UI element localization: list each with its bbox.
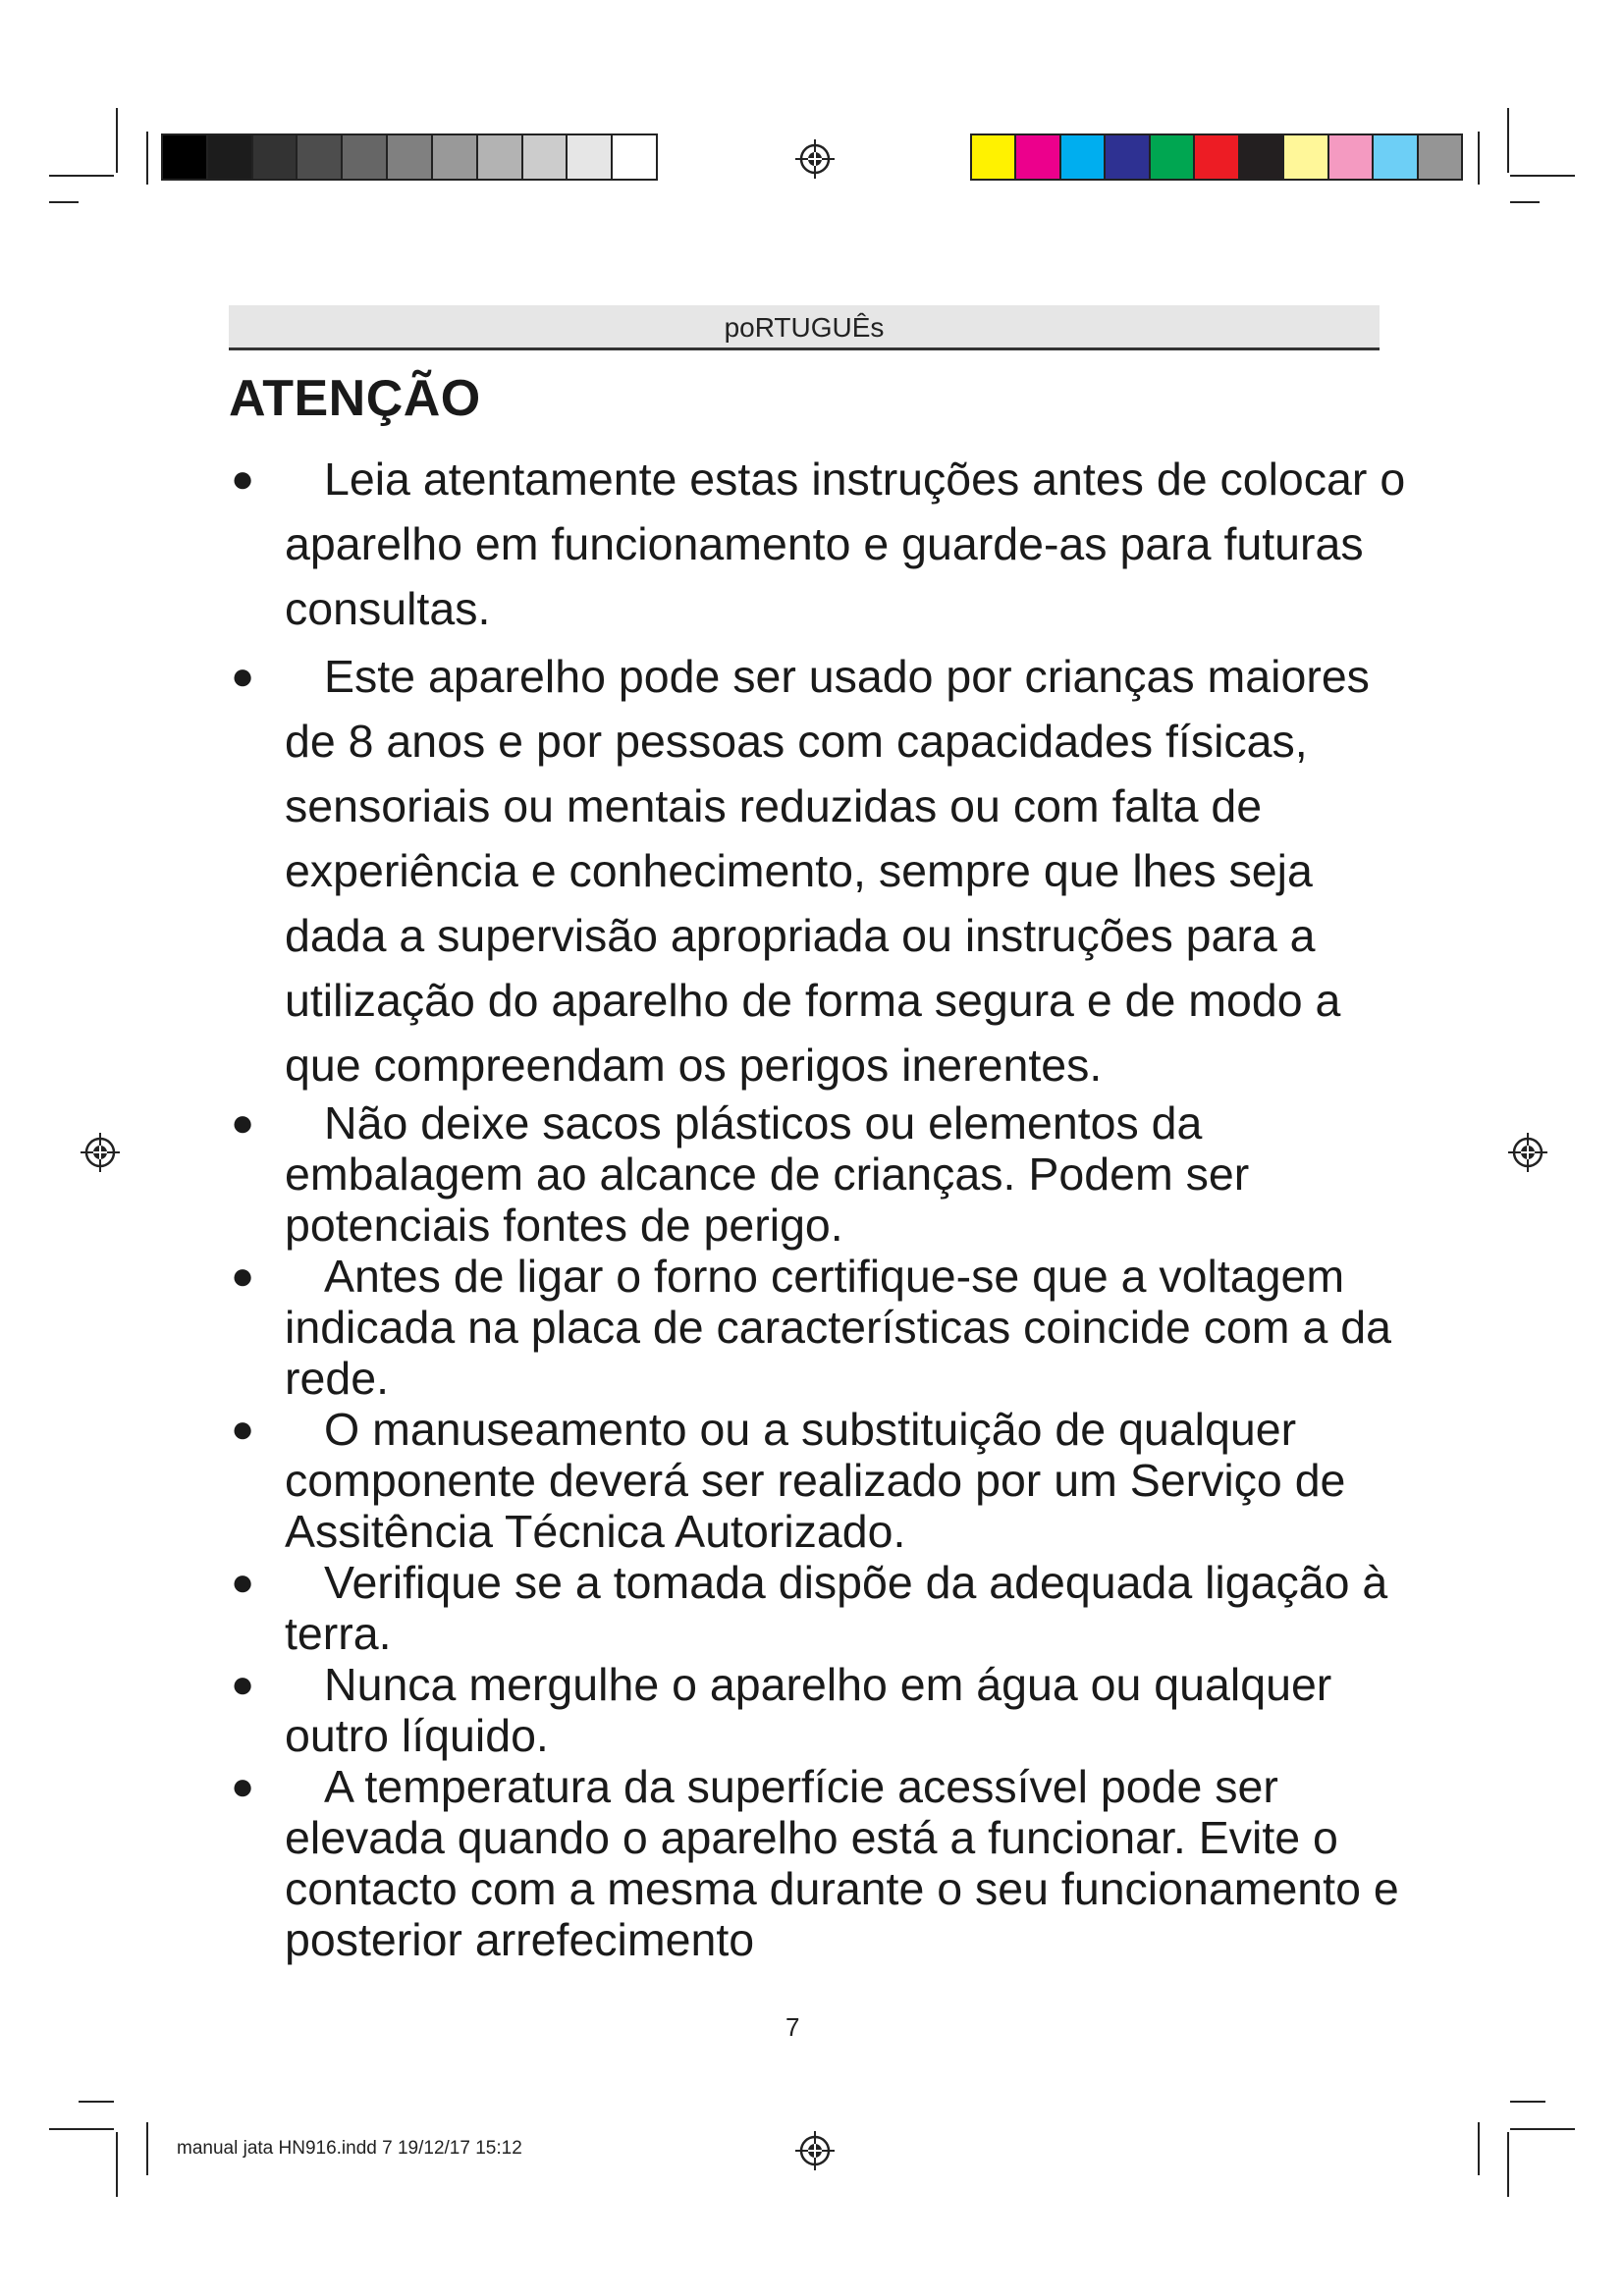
crop-mark (1510, 2101, 1545, 2103)
list-item-text: Este aparelho pode ser usado por crianças maiores de 8 anos e por pessoas com capacidades físicas, sensoriais ou mentais reduzidas ou com falta de experiência e conhecimento, sempre que lhes seja dada a supervisão apropriada ou instruções para a utilização do aparelho de forma segura e de modo a que compreendam os perigos inerentes. (285, 651, 1370, 1091)
bullet-icon: ● (231, 457, 255, 501)
crop-mark (146, 132, 148, 185)
color-swatch (1240, 135, 1284, 179)
list-item (229, 1761, 1427, 1965)
print-slug: manual jata HN916.indd 7 19/12/17 15:12 (177, 2138, 522, 2159)
color-swatch (1016, 135, 1060, 179)
list-item-text: Nunca mergulhe o aparelho em água ou qualquer outro líquido. (285, 1659, 1332, 1761)
color-swatch (1374, 135, 1418, 179)
list-item (229, 1557, 1427, 1659)
registration-mark-icon (1508, 1133, 1547, 1172)
color-swatch (1151, 135, 1195, 179)
crop-mark (1510, 175, 1575, 177)
registration-mark-icon (795, 2131, 835, 2170)
crop-mark (1510, 201, 1540, 203)
list-item-text: Verifique se a tomada dispõe da adequada ligação à terra. (285, 1557, 1388, 1659)
crop-mark (79, 2101, 114, 2103)
color-swatch (1106, 135, 1150, 179)
list-item-text: Não deixe sacos plásticos ou elementos da embalagem ao alcance de crianças. Podem ser potenciais fontes de perigo. (285, 1097, 1250, 1251)
crop-mark (1510, 2128, 1575, 2130)
registration-mark-icon (81, 1133, 120, 1172)
list-item (229, 1659, 1427, 1761)
bullet-icon: ● (231, 655, 255, 698)
color-swatch (568, 135, 613, 179)
color-swatch (343, 135, 388, 179)
list-item-text: A temperatura da superfície acessível pode ser elevada quando o aparelho está a funcionar. Evite o contacto com a mesma durante o seu funcionamento e posterior arrefecimento (285, 1761, 1399, 1965)
crop-mark (146, 2122, 148, 2175)
crop-mark (1478, 132, 1480, 185)
color-swatch (163, 135, 208, 179)
crop-mark (1507, 2132, 1509, 2197)
color-swatch (253, 135, 298, 179)
crop-mark (116, 2132, 118, 2197)
crop-mark (49, 2128, 114, 2130)
color-calibration-bar (970, 133, 1463, 181)
bullet-icon: ● (231, 1101, 255, 1145)
color-swatch (298, 135, 343, 179)
list-item-text: Leia atentamente estas instruções antes de colocar o aparelho em funcionamento e guarde-as para futuras consultas. (285, 454, 1406, 634)
color-swatch (972, 135, 1016, 179)
color-swatch (1419, 135, 1461, 179)
color-swatch (433, 135, 478, 179)
color-swatch (388, 135, 433, 179)
list-item-text: Antes de ligar o forno certifique-se que a voltagem indicada na placa de características coincide com a da rede. (285, 1251, 1391, 1404)
bullet-icon: ● (231, 1561, 255, 1604)
bullet-icon: ● (231, 1663, 255, 1706)
list-item (229, 1097, 1427, 1251)
crop-mark (1507, 108, 1509, 173)
grayscale-calibration-bar (161, 133, 658, 181)
crop-mark (1478, 2122, 1480, 2175)
crop-mark (49, 175, 114, 177)
color-swatch (478, 135, 523, 179)
crop-mark (116, 108, 118, 173)
color-swatch (1195, 135, 1239, 179)
warnings-list (229, 447, 1427, 1965)
color-swatch (523, 135, 568, 179)
crop-mark (49, 201, 79, 203)
color-swatch (613, 135, 656, 179)
list-item (229, 644, 1427, 1097)
registration-mark-icon (795, 139, 835, 179)
section-title: ATENÇÃO (229, 370, 481, 427)
page-number: 7 (785, 2012, 800, 2042)
language-header: poRTUGUÊs (229, 305, 1380, 350)
list-item (229, 1251, 1427, 1404)
color-swatch (1284, 135, 1328, 179)
list-item-text: O manuseamento ou a substituição de qualquer componente deverá ser realizado por um Serviço de Assitência Técnica Autorizado. (285, 1404, 1346, 1557)
bullet-icon: ● (231, 1765, 255, 1808)
bullet-icon: ● (231, 1408, 255, 1451)
color-swatch (1329, 135, 1374, 179)
list-item (229, 1404, 1427, 1557)
color-swatch (208, 135, 253, 179)
color-swatch (1061, 135, 1106, 179)
list-item (229, 447, 1427, 641)
bullet-icon: ● (231, 1255, 255, 1298)
